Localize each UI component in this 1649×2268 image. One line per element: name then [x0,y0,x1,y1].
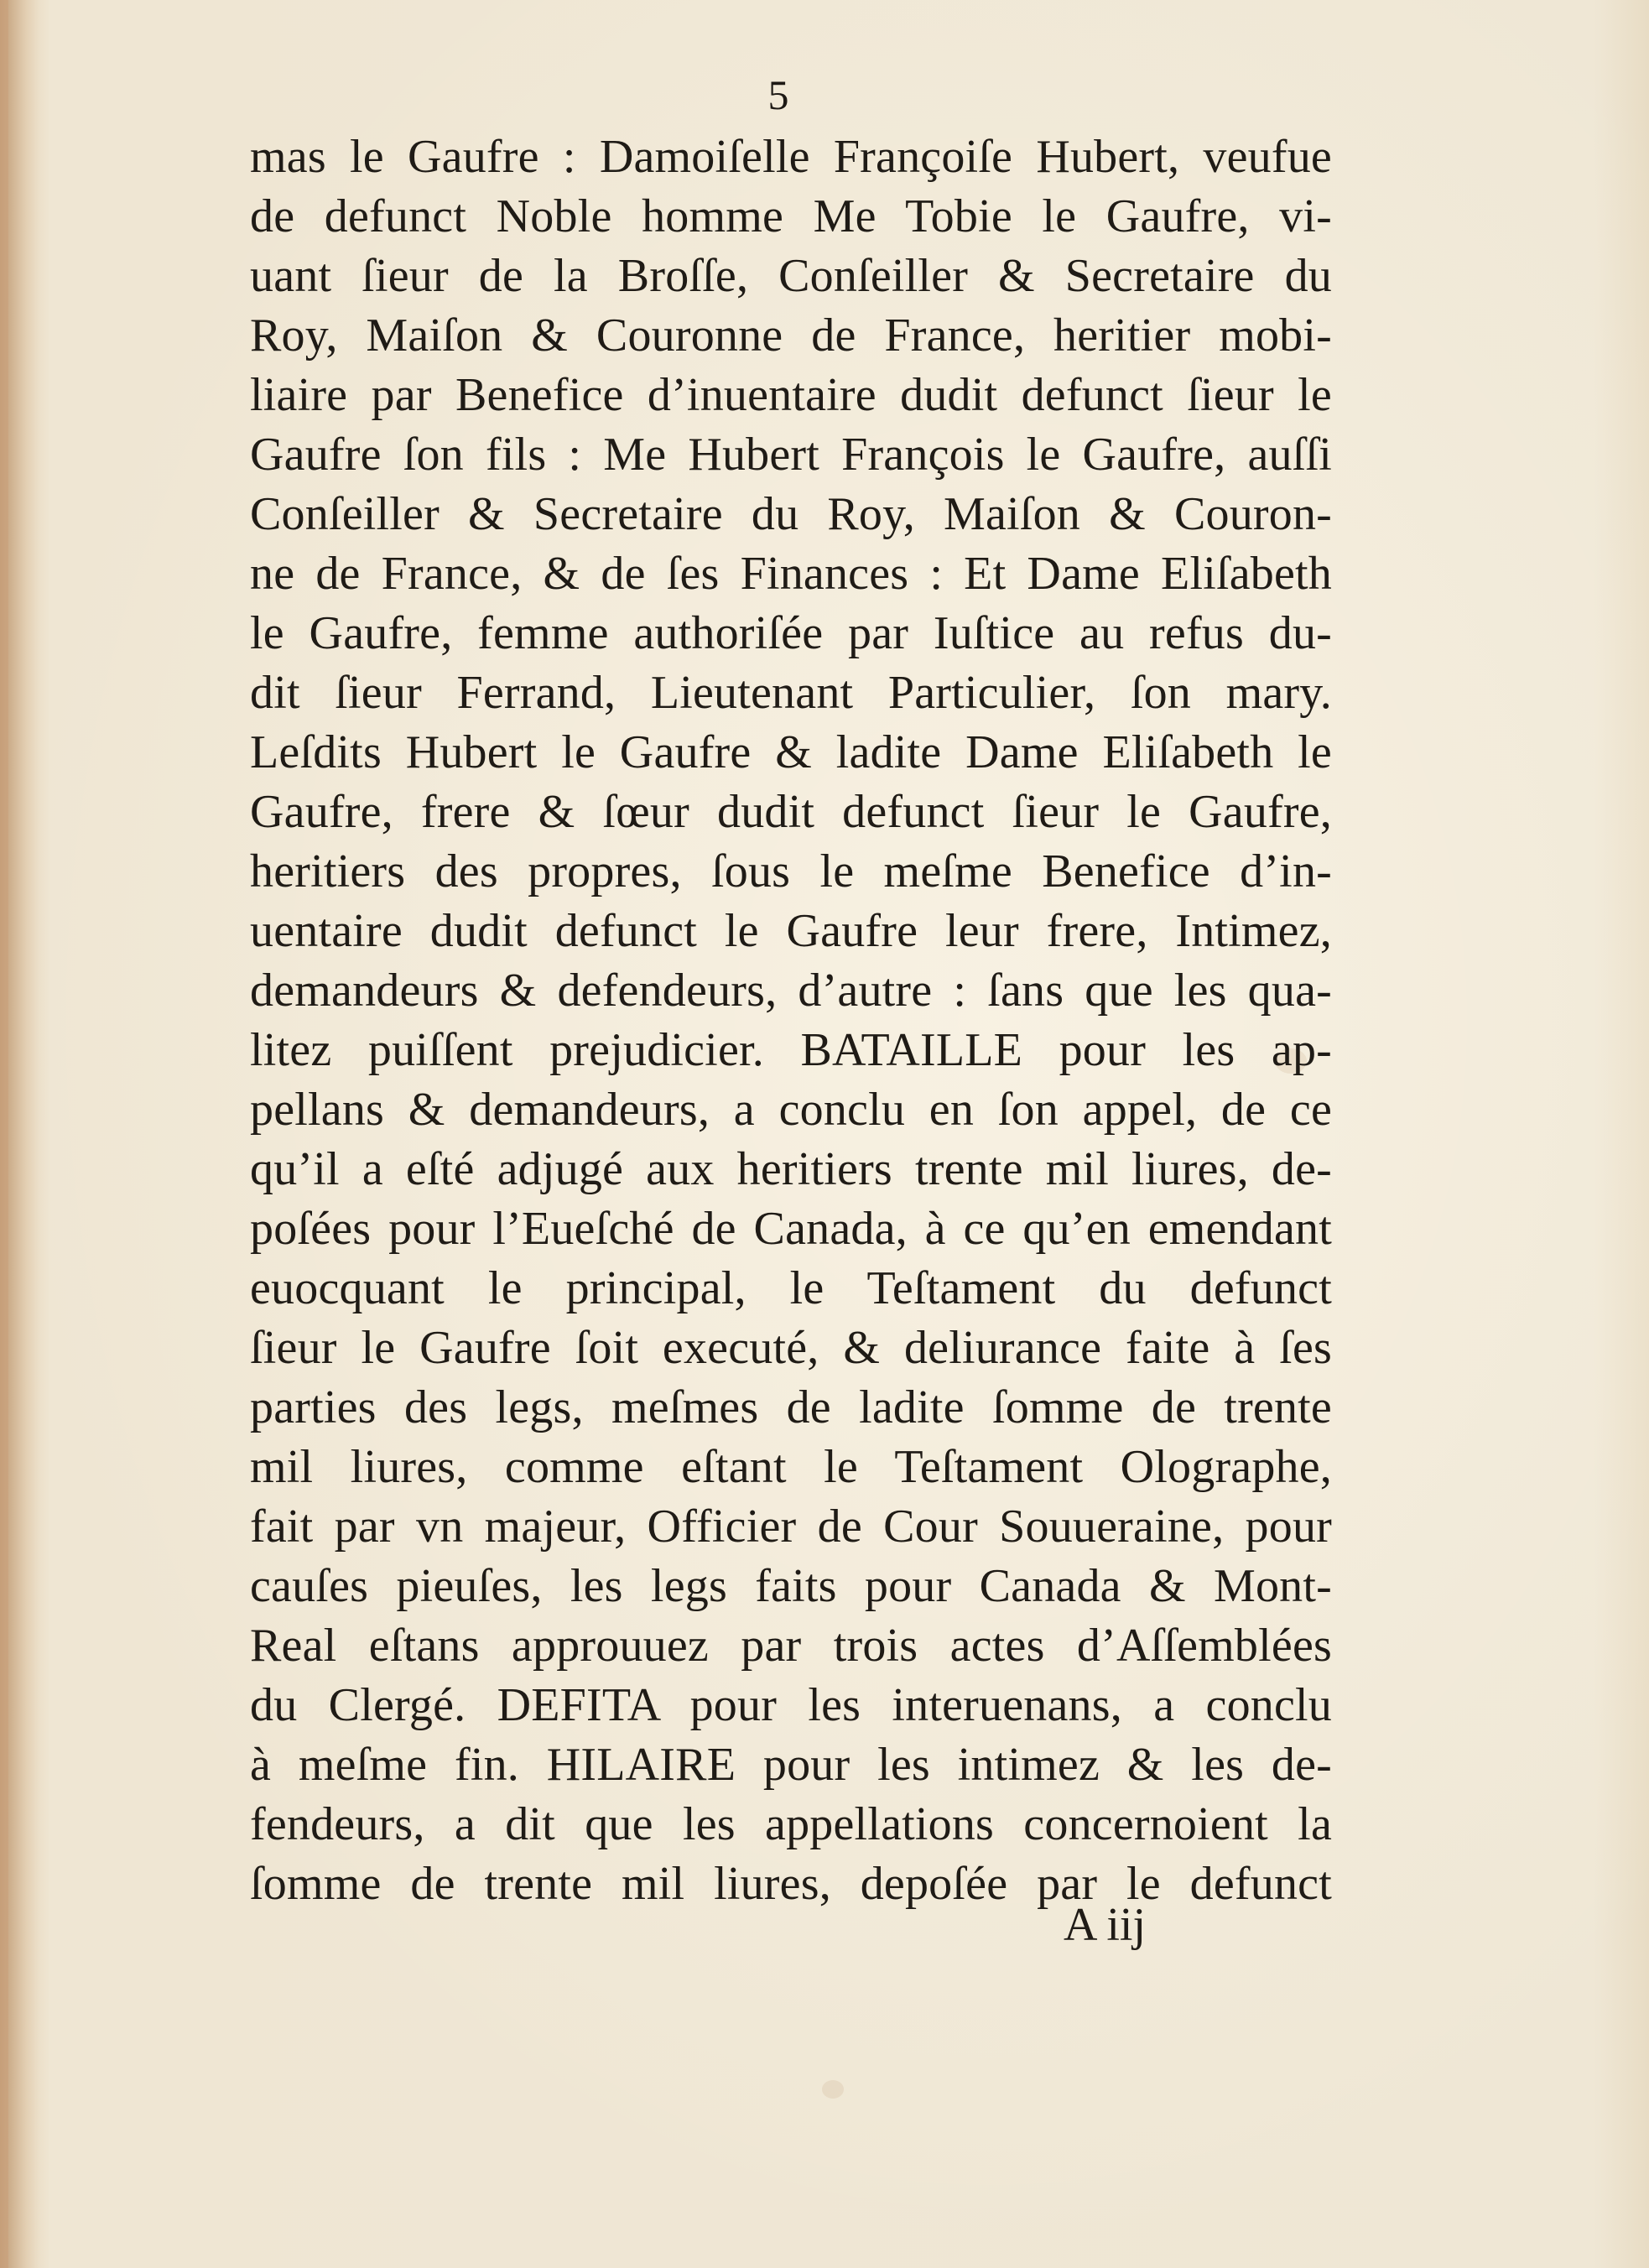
signature-mark: A iij [1064,1899,1147,1951]
text-line: de defunct Noble homme Me Tobie le Gaufre, vi- [250,190,1332,242]
text-line: demandeurs & defendeurs, d’autre : ſans que les qua- [250,965,1332,1017]
text-line: ſieur le Gaufre ſoit executé, & deliurance faite à ſes [250,1322,1332,1374]
body-text [250,127,1332,1914]
text-line: Real eſtans approuuez par trois actes d’Aſſemblées [250,1620,1332,1672]
text-line: ſomme de trente mil liures, depoſée par le defunct [250,1858,1332,1910]
text-line: dit ſieur Ferrand, Lieutenant Particulier, ſon mary. [250,667,1332,719]
text-line: heritiers des propres, ſous le meſme Benefice d’in- [250,845,1332,897]
text-line: litez puiſſent prejudicier. BATAILLE pour les ap- [250,1024,1332,1076]
text-line: Conſeiller & Secretaire du Roy, Maiſon & Couron- [250,488,1332,540]
page-number: 5 [767,71,789,118]
text-line: Gaufre, frere & ſœur dudit defunct ſieur le Gaufre, [250,786,1332,838]
text-line: uant ſieur de la Broſſe, Conſeiller & Secretaire du [250,250,1332,302]
text-line: qu’il a eſté adjugé aux heritiers trente mil liures, de- [250,1143,1332,1195]
text-line: pellans & demandeurs, a conclu en ſon appel, de ce [250,1084,1332,1136]
text-line: Leſdits Hubert le Gaufre & ladite Dame Eliſabeth le [250,726,1332,778]
text-line: Roy, Maiſon & Couronne de France, heritier mobi- [250,310,1332,362]
text-line: fait par vn majeur, Officier de Cour Souueraine, pour [250,1501,1332,1553]
text-line: euocquant le principal, le Teſtament du defunct [250,1262,1332,1314]
text-line: fendeurs, a dit que les appellations concernoient la [250,1798,1332,1850]
text-line: du Clergé. DEFITA pour les interuenans, a conclu [250,1679,1332,1731]
text-line: mas le Gaufre : Damoiſelle Françoiſe Hubert, veufue [250,131,1332,183]
text-line: uentaire dudit defunct le Gaufre leur frere, Intimez, [250,905,1332,957]
text-line: liaire par Benefice d’inuentaire dudit defunct ſieur le [250,369,1332,421]
page-edge [0,0,8,2268]
text-line: à meſme fin. HILAIRE pour les intimez & les de- [250,1739,1332,1791]
text-line: le Gaufre, femme authoriſée par Iuſtice au refus du- [250,607,1332,659]
text-line: ne de France, & de ſes Finances : Et Dame Eliſabeth [250,548,1332,600]
text-line: Gaufre ſon fils : Me Hubert François le Gaufre, auſſi [250,429,1332,481]
text-line: poſées pour l’Eueſché de Canada, à ce qu’en emendant [250,1203,1332,1255]
text-line: mil liures, comme eſtant le Teſtament Olographe, [250,1441,1332,1493]
text-line: cauſes pieuſes, les legs faits pour Canada & Mont- [250,1560,1332,1612]
foxing-stain [822,2080,844,2099]
text-line: parties des legs, meſmes de ladite ſomme de trente [250,1381,1332,1433]
